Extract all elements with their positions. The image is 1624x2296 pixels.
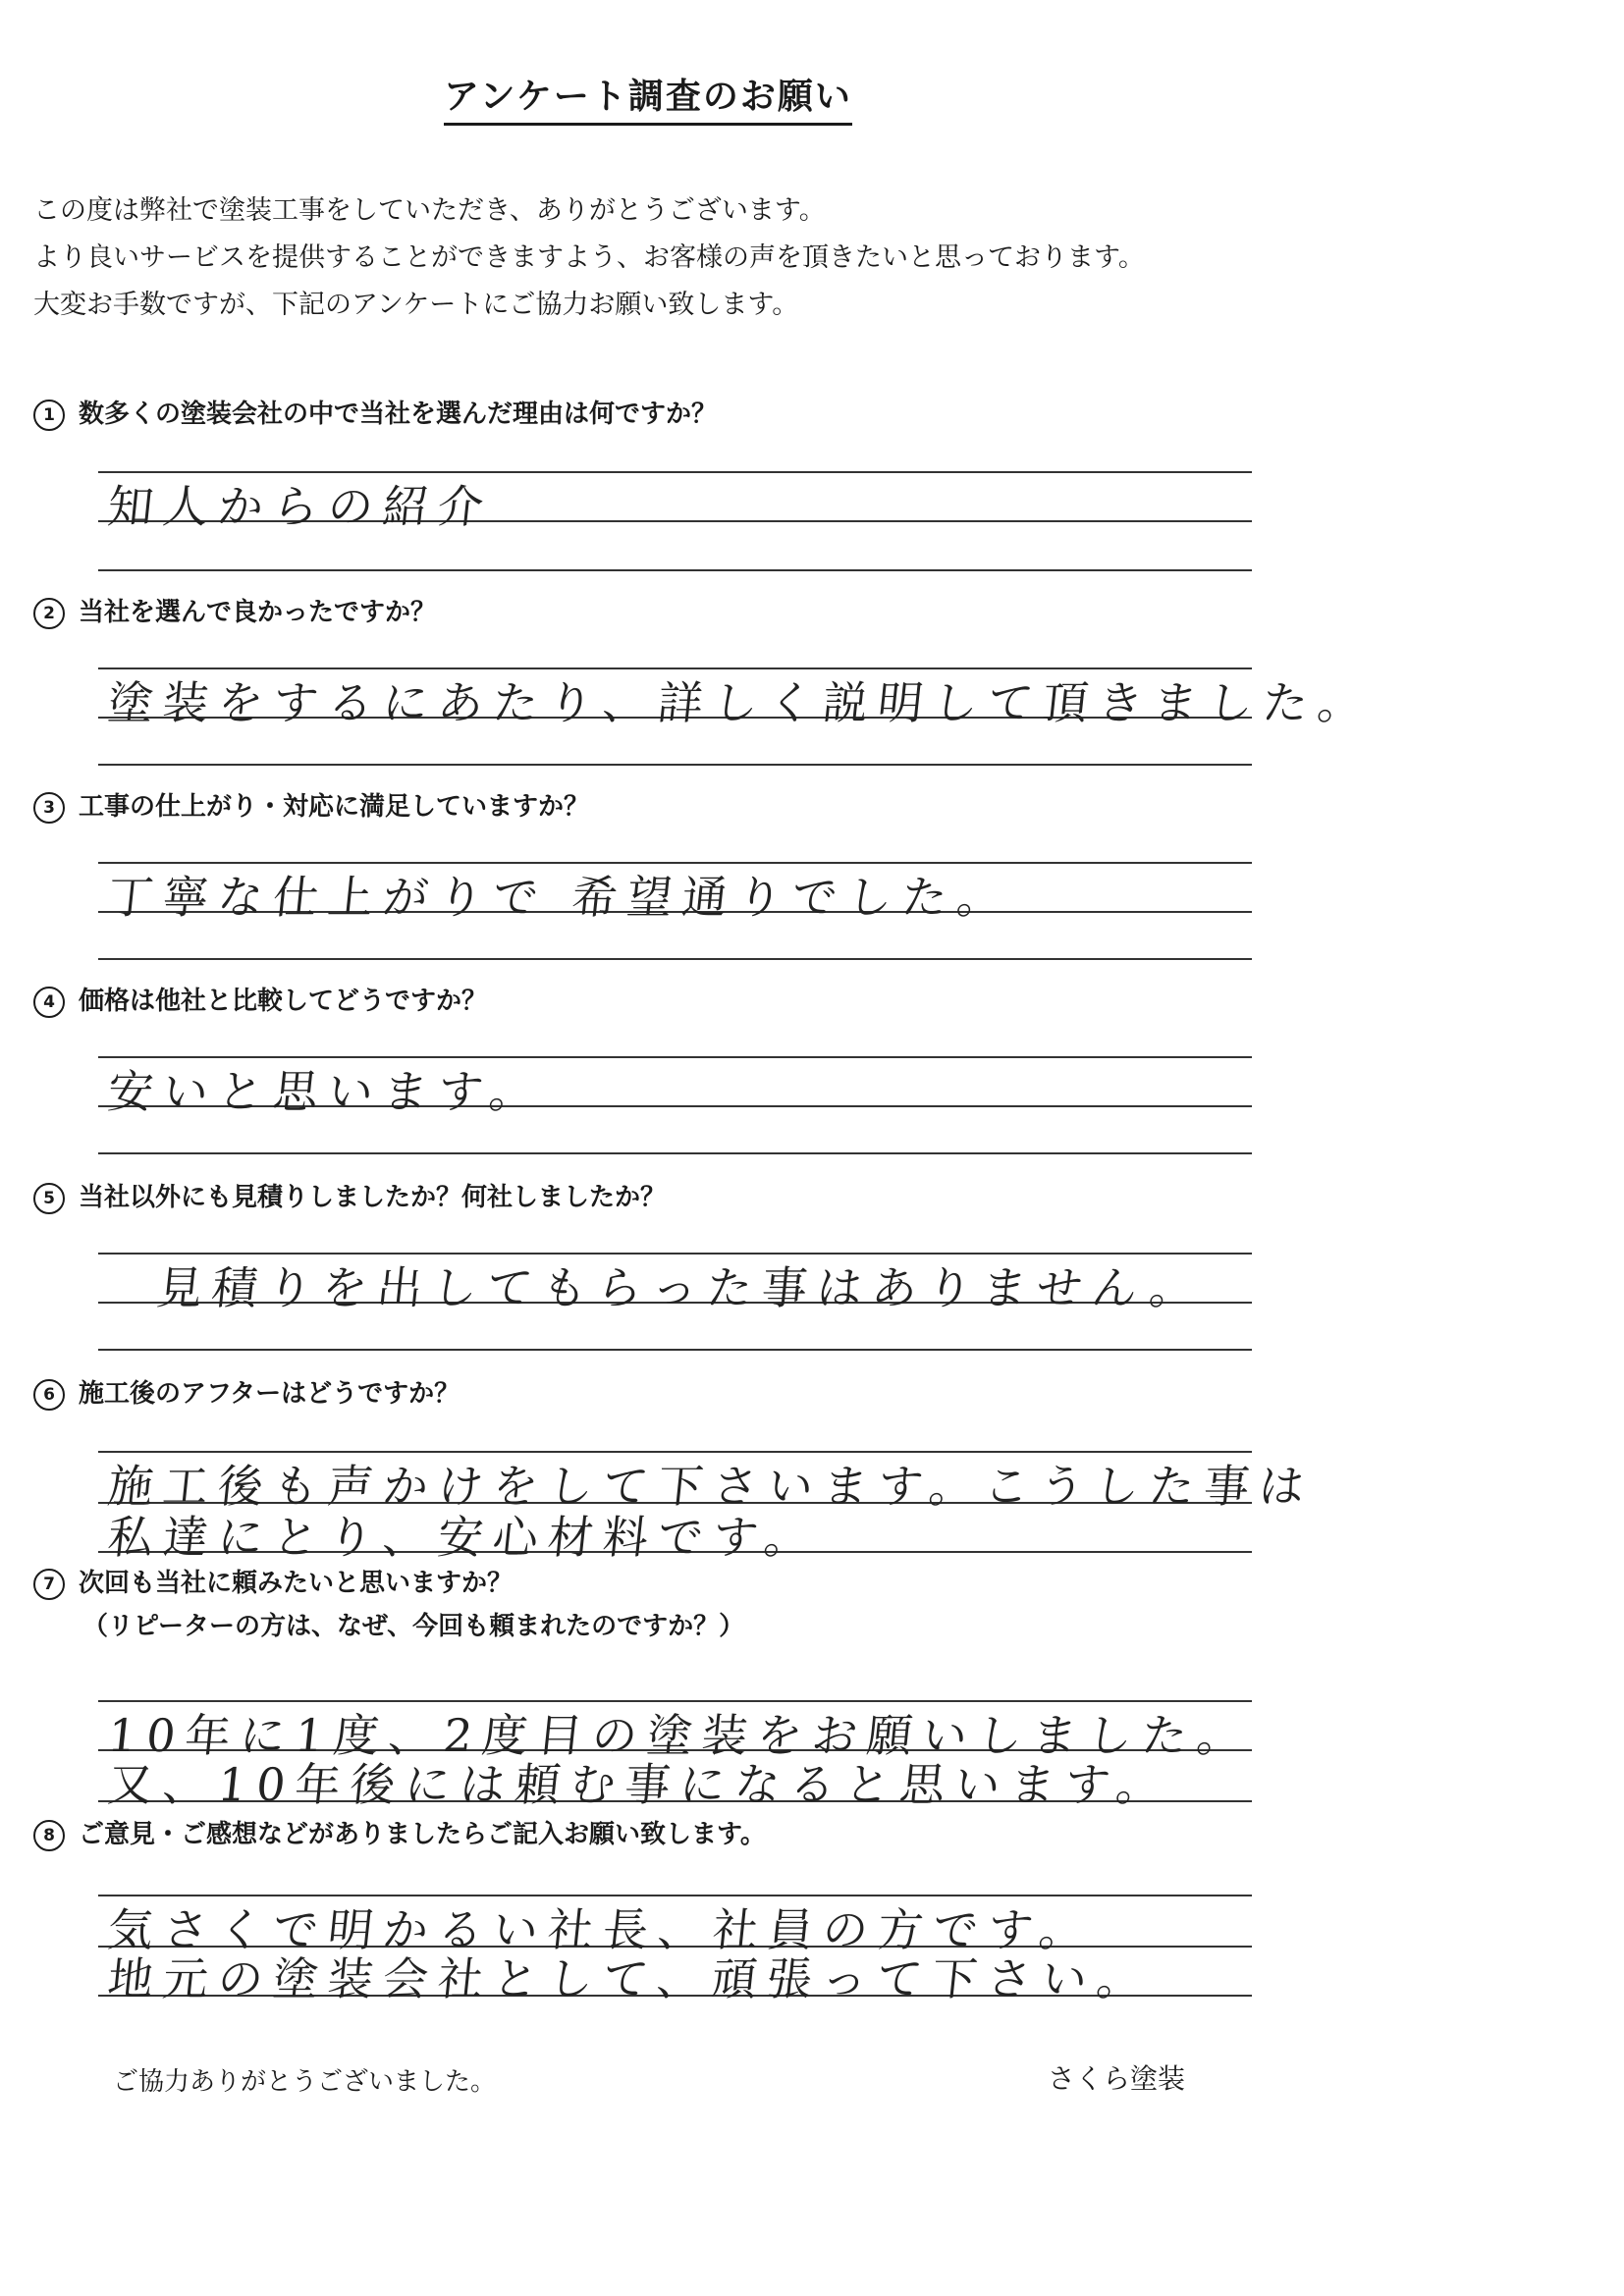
question-text: 価格は他社と比較してどうですか？	[79, 987, 488, 1016]
answer-rule	[98, 764, 1252, 766]
question-number: 2	[33, 598, 65, 629]
answer-6-handwriting: 私達にとり、安心材料です。	[105, 1511, 823, 1564]
question-7	[33, 1567, 744, 1643]
answer-rule	[98, 1451, 1252, 1453]
question-3	[33, 790, 589, 824]
answer-rule	[98, 569, 1252, 571]
answer-6-handwriting: 施工後も声かけをして下さいます。こうした事は	[105, 1460, 1318, 1513]
answer-rule	[98, 471, 1252, 473]
answer-rule	[98, 1152, 1252, 1154]
answer-rule	[98, 958, 1252, 960]
question-text: 工事の仕上がり・対応に満足していますか？	[79, 792, 590, 822]
intro-line: この度は弊社で塗装工事をしていただき、ありがとうございます。	[33, 195, 826, 226]
question-2	[33, 596, 436, 629]
intro-line: より良いサービスを提供することができますよう、お客様の声を頂きたいと思っております。	[33, 242, 1145, 273]
answer-1-handwriting: 知人からの紹介	[105, 480, 496, 533]
company-name: さくら塗装	[1048, 2062, 1186, 2095]
question-5	[33, 1181, 666, 1214]
answer-rule	[98, 1895, 1252, 1896]
question-number: 4	[33, 987, 65, 1018]
question-text: 施工後のアフターはどうですか？	[79, 1379, 460, 1409]
question-subtext: （リピーターの方は、なぜ、今回も頼まれたのですか？）	[82, 1612, 745, 1641]
answer-8-handwriting: 気さくで明かるい社長、社員の方です。	[105, 1903, 1098, 1956]
answer-3-handwriting: 丁寧な仕上がりで 希望通りでした。	[105, 871, 1015, 924]
question-text: 数多くの塗装会社の中で当社を選んだ理由は何ですか？	[79, 400, 718, 429]
question-4	[33, 985, 487, 1018]
answer-7-handwriting: 又、10年後には頼む事になると思います。	[105, 1758, 1174, 1811]
question-text: ご意見・ご感想などがありましたらご記入お願い致します。	[79, 1820, 766, 1849]
answer-rule	[98, 1253, 1252, 1255]
question-1	[33, 398, 717, 431]
answer-rule	[98, 1349, 1252, 1351]
answer-rule	[98, 862, 1252, 864]
answer-8-handwriting: 地元の塗装会社として、頑張って下さい。	[105, 1952, 1155, 2005]
answer-2-handwriting: 塗装をするにあたり、詳しく説明して頂きました。	[105, 676, 1376, 729]
question-text: 次回も当社に頼みたいと思いますか？	[79, 1569, 514, 1598]
intro-line: 大変お手数ですが、下記のアンケートにご協力お願い致します。	[33, 290, 799, 320]
closing-text: ご協力ありがとうございました。	[113, 2067, 497, 2097]
answer-rule	[98, 667, 1252, 669]
question-number: 3	[33, 792, 65, 824]
question-number: 1	[33, 400, 65, 431]
question-number: 6	[33, 1379, 65, 1411]
question-number: 5	[33, 1183, 65, 1214]
answer-5-handwriting: 見積りを出してもらった事はありません。	[154, 1261, 1208, 1314]
question-6	[33, 1377, 460, 1411]
intro-text	[33, 194, 1145, 336]
answer-rule	[98, 1056, 1252, 1058]
question-number: 7	[33, 1569, 65, 1600]
answer-rule	[98, 1700, 1252, 1702]
answer-4-handwriting: 安いと思います。	[105, 1065, 548, 1118]
answer-7-handwriting: 10年に1度、2度目の塗装をお願いしました。	[105, 1709, 1255, 1762]
page-title: アンケート調査のお願い	[444, 69, 852, 126]
question-8	[33, 1818, 766, 1851]
question-text: 当社以外にも見積りしましたか？何社しましたか？	[79, 1183, 667, 1212]
question-text: 当社を選んで良かったですか？	[79, 598, 437, 627]
question-number: 8	[33, 1820, 65, 1851]
